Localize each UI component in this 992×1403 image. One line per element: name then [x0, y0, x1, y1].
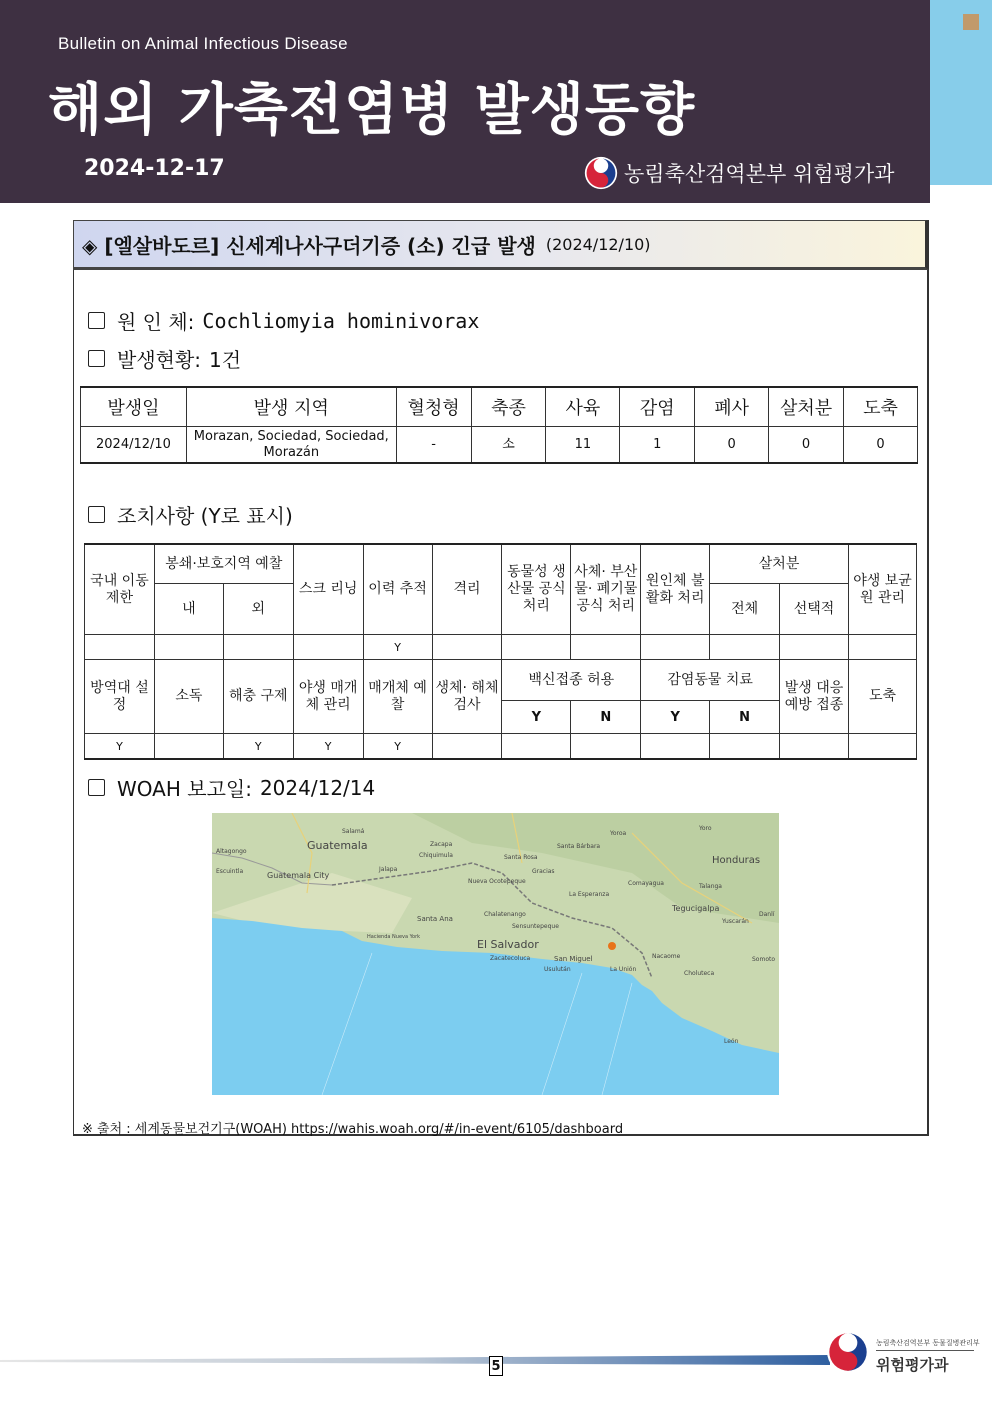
- measure-header: 감염동물 치료: [641, 660, 780, 701]
- measure-cell: Y: [363, 635, 432, 660]
- measure-header: Y: [641, 701, 710, 734]
- map-label: Escuintla: [216, 868, 244, 875]
- measure-cell: [432, 635, 502, 660]
- measure-cell: Y: [223, 734, 293, 760]
- map-label: Yoroa: [610, 830, 627, 837]
- measure-cell: [502, 635, 571, 660]
- table-cell: 2024/12/10: [81, 427, 187, 464]
- bulletin-title: 해외 가축전염병 발생동향: [48, 78, 696, 143]
- header-org-label: 농림축산검역본부 위험평가과: [624, 162, 895, 186]
- measure-header: 방역대 설정: [85, 660, 155, 734]
- measure-header: N: [710, 701, 780, 734]
- measure-header: 원인체 불활화 처리: [641, 544, 710, 635]
- map-label: Choluteca: [684, 970, 715, 977]
- woah-label: WOAH 보고일:: [117, 777, 252, 801]
- measure-header: 야생 매개체 관리: [293, 660, 363, 734]
- measures-label: 조치사항 (Y로 표시): [117, 504, 293, 528]
- measure-header: 발생 대응 예방 접종: [780, 660, 849, 734]
- header-square-accent: [963, 14, 979, 30]
- checkbox-icon: [88, 506, 105, 523]
- measure-header: 야생 보균원 관리: [848, 544, 916, 635]
- status-label: 발생현황:: [117, 348, 202, 372]
- map-label: Salamá: [342, 828, 365, 835]
- table-header: 발생일: [81, 387, 187, 427]
- map-label: Yoro: [699, 825, 712, 832]
- map-label: Jalapa: [379, 866, 398, 873]
- map-label: Yuscarán: [722, 918, 749, 925]
- measure-cell: [223, 635, 293, 660]
- cause-value: Cochliomyia hominivorax: [202, 308, 480, 333]
- bulletin-date: 2024-12-17: [84, 156, 225, 181]
- measure-cell: [571, 734, 641, 760]
- measure-cell: [154, 635, 223, 660]
- measure-cell: [85, 635, 155, 660]
- table-header: 축종: [471, 387, 546, 427]
- measure-header: N: [571, 701, 641, 734]
- map-label: Nueva Ocotepeque: [468, 878, 526, 885]
- footer-org-small: 농림축산검역본부 동물질병관리부: [876, 1339, 980, 1347]
- measure-cell: [571, 635, 641, 660]
- measure-header: 내: [154, 584, 223, 635]
- table-cell: 0: [844, 427, 918, 464]
- cause-label: 원 인 체:: [117, 310, 195, 334]
- map-label: Guatemala: [307, 839, 368, 852]
- map-label: Talanga: [699, 883, 722, 890]
- map-label: León: [724, 1038, 739, 1045]
- page-number: 5: [489, 1356, 503, 1376]
- measure-cell: [848, 635, 916, 660]
- report-title: ◈ [엘살바도르] 신세계나사구더기증 (소) 긴급 발생: [82, 233, 536, 258]
- measure-header: 국내 이동 제한: [85, 544, 155, 635]
- measure-header: 스크 리닝: [293, 544, 363, 635]
- map-label: Usulután: [544, 966, 571, 973]
- map-label: Altagongo: [216, 848, 247, 855]
- measure-cell: [293, 635, 363, 660]
- woah-line: [88, 773, 375, 802]
- table-header: 도축: [844, 387, 918, 427]
- measure-header: 외: [223, 584, 293, 635]
- table-row: [85, 734, 917, 760]
- map-label: La Esperanza: [569, 891, 610, 898]
- report-date: (2024/12/10): [545, 234, 651, 254]
- outbreak-map[interactable]: [212, 813, 779, 1095]
- measures-line: [88, 500, 293, 529]
- map-label: Chiquimula: [419, 852, 453, 859]
- source-note: ※ 출처 : 세계동물보건기구(WOAH) https://wahis.woah.org/#/in-event/6105/dashboard: [82, 1122, 624, 1137]
- map-svg: [212, 813, 779, 1095]
- checkbox-icon: [88, 312, 105, 329]
- table-cell: -: [396, 427, 471, 464]
- map-label: Chalatenango: [484, 911, 526, 918]
- measure-header: 매개체 예찰: [363, 660, 432, 734]
- footer-org-big: 위험평가과: [876, 1356, 949, 1374]
- status-line: [88, 344, 241, 373]
- measure-cell: Y: [293, 734, 363, 760]
- map-label: Somoto: [752, 956, 776, 963]
- map-label: Sensuntepeque: [512, 923, 559, 930]
- map-label: Gracias: [532, 868, 555, 875]
- checkbox-icon: [88, 779, 105, 796]
- status-value: 1건: [209, 348, 242, 372]
- outbreak-table: [80, 386, 918, 464]
- map-label: Santa Bárbara: [557, 843, 601, 850]
- table-cell: 소: [471, 427, 546, 464]
- footer-line: [0, 1355, 830, 1365]
- outbreak-marker[interactable]: [608, 942, 616, 950]
- map-label: El Salvador: [477, 938, 539, 951]
- footer-org-divider: [876, 1350, 974, 1351]
- map-label: Comayagua: [628, 880, 664, 887]
- map-label: La Unión: [610, 966, 637, 973]
- map-label: Hacienda Nueva York: [367, 934, 421, 940]
- table-header: 폐사: [695, 387, 769, 427]
- map-label: Santa Ana: [417, 915, 453, 923]
- measure-header: 백신접종 허용: [502, 660, 641, 701]
- measures-table: [84, 543, 917, 760]
- map-label: Zacatecoluca: [490, 955, 531, 962]
- measure-cell: [641, 734, 710, 760]
- map-label: Tegucigalpa: [672, 904, 720, 913]
- measure-header: 봉쇄·보호지역 예찰: [154, 544, 293, 584]
- taegeuk-emblem-icon: [584, 156, 618, 190]
- measure-header: 도축: [848, 660, 916, 734]
- table-header: 발생 지역: [186, 387, 396, 427]
- table-cell: 0: [769, 427, 844, 464]
- table-cell: 1: [620, 427, 695, 464]
- measure-cell: [848, 734, 916, 760]
- measure-header: 이력 추적: [363, 544, 432, 635]
- measure-header: 소독: [154, 660, 223, 734]
- measure-cell: [432, 734, 502, 760]
- table-cell: Morazan, Sociedad, Sociedad, Morazán: [186, 427, 396, 464]
- measure-cell: Y: [363, 734, 432, 760]
- header-org: [584, 156, 894, 190]
- measure-header: 동물성 생산물 공식 처리: [502, 544, 571, 635]
- map-label: Santa Rosa: [504, 854, 538, 861]
- measure-cell: Y: [85, 734, 155, 760]
- map-label: Zacapa: [430, 841, 453, 848]
- table-header: 사육: [546, 387, 620, 427]
- measure-cell: [710, 635, 780, 660]
- table-cell: 0: [695, 427, 769, 464]
- checkbox-icon: [88, 350, 105, 367]
- measure-header: 살처분: [710, 544, 849, 584]
- measure-cell: [710, 734, 780, 760]
- table-header: 혈청형: [396, 387, 471, 427]
- taegeuk-footer-icon: [826, 1330, 870, 1374]
- cause-line: [88, 306, 479, 335]
- table-header: 감염: [620, 387, 695, 427]
- measure-header: 격리: [432, 544, 502, 635]
- map-label: Nacaome: [652, 953, 681, 960]
- measure-header: 선택적: [780, 584, 849, 635]
- table-cell: 11: [546, 427, 620, 464]
- measure-cell: [502, 734, 571, 760]
- measure-header: 전체: [710, 584, 780, 635]
- measure-cell: [641, 635, 710, 660]
- outbreak-header-row: [81, 387, 918, 427]
- measure-header: 해충 구제: [223, 660, 293, 734]
- measure-header: Y: [502, 701, 571, 734]
- measure-cell: [154, 734, 223, 760]
- measure-cell: [780, 734, 849, 760]
- measure-header: 사체· 부산물· 폐기물 공식 처리: [571, 544, 641, 635]
- report-title-bar: [73, 220, 929, 270]
- map-label: San Miguel: [554, 955, 593, 963]
- table-row: [85, 635, 917, 660]
- measure-header: 생체· 해체 검사: [432, 660, 502, 734]
- map-label: Honduras: [712, 855, 761, 866]
- map-label: Guatemala City: [267, 871, 330, 880]
- header-side-accent: [930, 0, 992, 185]
- measure-cell: [780, 635, 849, 660]
- table-row: [81, 427, 918, 464]
- woah-value: 2024/12/14: [259, 775, 376, 800]
- map-label: Danlí: [759, 911, 775, 918]
- table-header: 살처분: [769, 387, 844, 427]
- bulletin-subtitle: Bulletin on Animal Infectious Disease: [58, 34, 348, 53]
